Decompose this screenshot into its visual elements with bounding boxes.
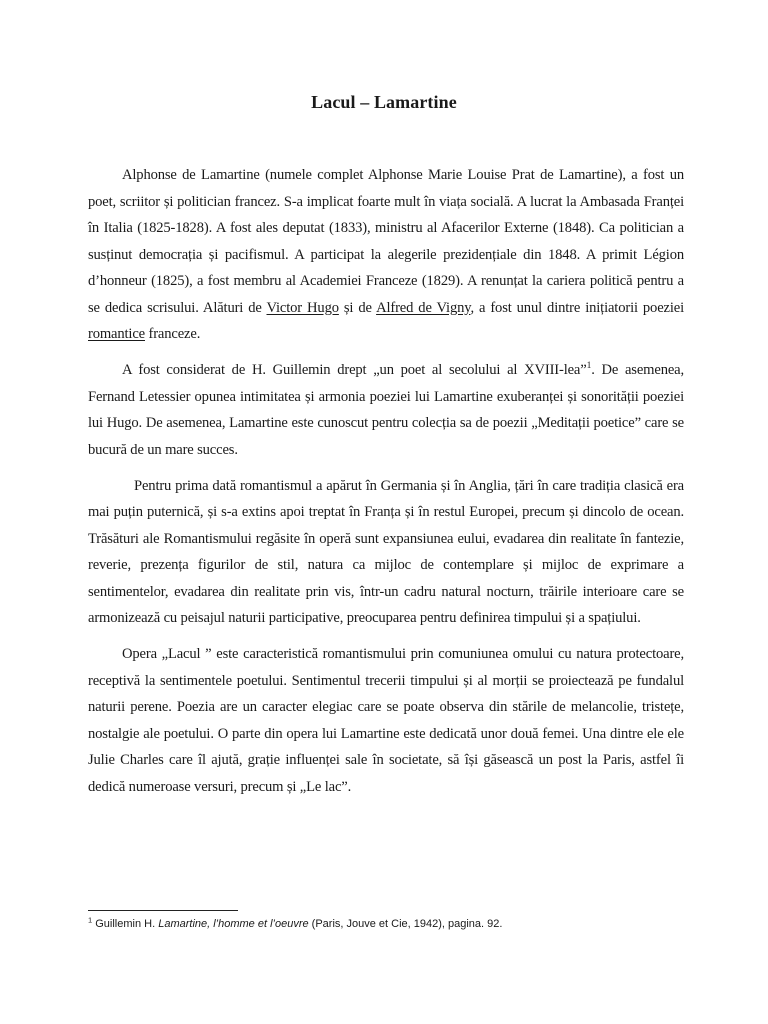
footnote-separator — [88, 910, 238, 911]
page-title: Lacul – Lamartine — [311, 92, 457, 112]
paragraph-text: , a fost unul dintre inițiatorii poeziei — [470, 299, 684, 316]
paragraph-text: Opera „Lacul ” este caracteristică romantismului prin comuniunea omului cu natura protectoare, receptivă la sentimentele poetului. Sentimentul trecerii timpului și al morții se proiectează pe fundalul naturii perene. Poezia are un caracter elegiac care se poate observa din stările de melancolie, tristețe, nostalgie ale poetului. O parte din opera lui Lamartine este dedicată unor două femei. Una dintre ele ele Julie Charles care îl ajută, grație influenței sale în societate, să își găsească un post la Paris, astfel îi dedică numeroase versuri, precum și „Le lac”. — [88, 646, 684, 795]
inline-link[interactable]: romantice — [88, 326, 145, 342]
footnote-author: Guillemin H. — [92, 918, 159, 930]
paragraph-2 — [88, 357, 684, 463]
footnote-reference[interactable]: 1 — [586, 361, 592, 372]
footnote-marker: 1 — [88, 915, 93, 925]
paragraph-text: . De asemenea, Fernand Letessier opunea intimitatea și armonia poeziei lui Lamartine exuberanței și sonorității poeziei lui Hugo. De asemenea, Lamartine este cunoscut pentru colecția sa de poezii „Meditații poetice” care se bucură de un mare succes. — [88, 362, 684, 458]
paragraph-text: și de — [338, 299, 377, 316]
footnote-citation: (Paris, Jouve et Cie, 1942), pagina. 92. — [308, 918, 503, 930]
paragraph-text: franceze. — [145, 326, 201, 342]
paragraph-3 — [88, 473, 684, 632]
paragraph-1 — [88, 162, 684, 348]
footnote — [88, 916, 688, 932]
paragraph-text: Alphonse de Lamartine (numele complet Alphonse Marie Louise Prat de Lamartine), a fost un poet, scriitor și politician francez. S-a implicat foarte mult în viața socială. A lucrat la Ambasada Franței în Italia (1825-1828). A fost ales deputat (1833), ministru al Afacerilor Externe (1848). Ca politician a susținut democrația și pacifismul. A participat la alegerile prezidențiale din 1848. A primit Légion d’honneur (1825), a fost membru al Academiei Franceze (1829). A renunțat la cariera politică pentru a se dedica scrisului. Alături de — [88, 167, 684, 316]
footnote-work-title: Lamartine, l’homme et l’oeuvre — [158, 918, 309, 930]
paragraph-text: Pentru prima dată romantismul a apărut în Germania și în Anglia, țări în care tradiția clasică era mai puțin puternică, și s-a extins apoi treptat în Franța și în restul Europei, precum și dincolo de ocean. Trăsături ale Romantismului regăsite în operă sunt expansiunea eului, evadarea din realitate în fantezie, reverie, prezența figurilor de stil, natura ca mijloc de contemplare și mijloc de exprimare a sentimentelor, evadarea din realitate prin vis, într-un cadru natural nocturn, trăirile interioare care se armonizează cu peisajul naturii participative, preocuparea pentru definirea timpului și a spațiului. — [88, 477, 684, 626]
document-body — [88, 162, 684, 810]
paragraph-4 — [88, 641, 684, 800]
inline-link[interactable]: Alfred de Vigny — [376, 299, 471, 316]
inline-link[interactable]: Victor Hugo — [266, 299, 339, 316]
paragraph-text: A fost considerat de H. Guillemin drept „un poet al secolului al XVIII-lea” — [122, 362, 587, 378]
